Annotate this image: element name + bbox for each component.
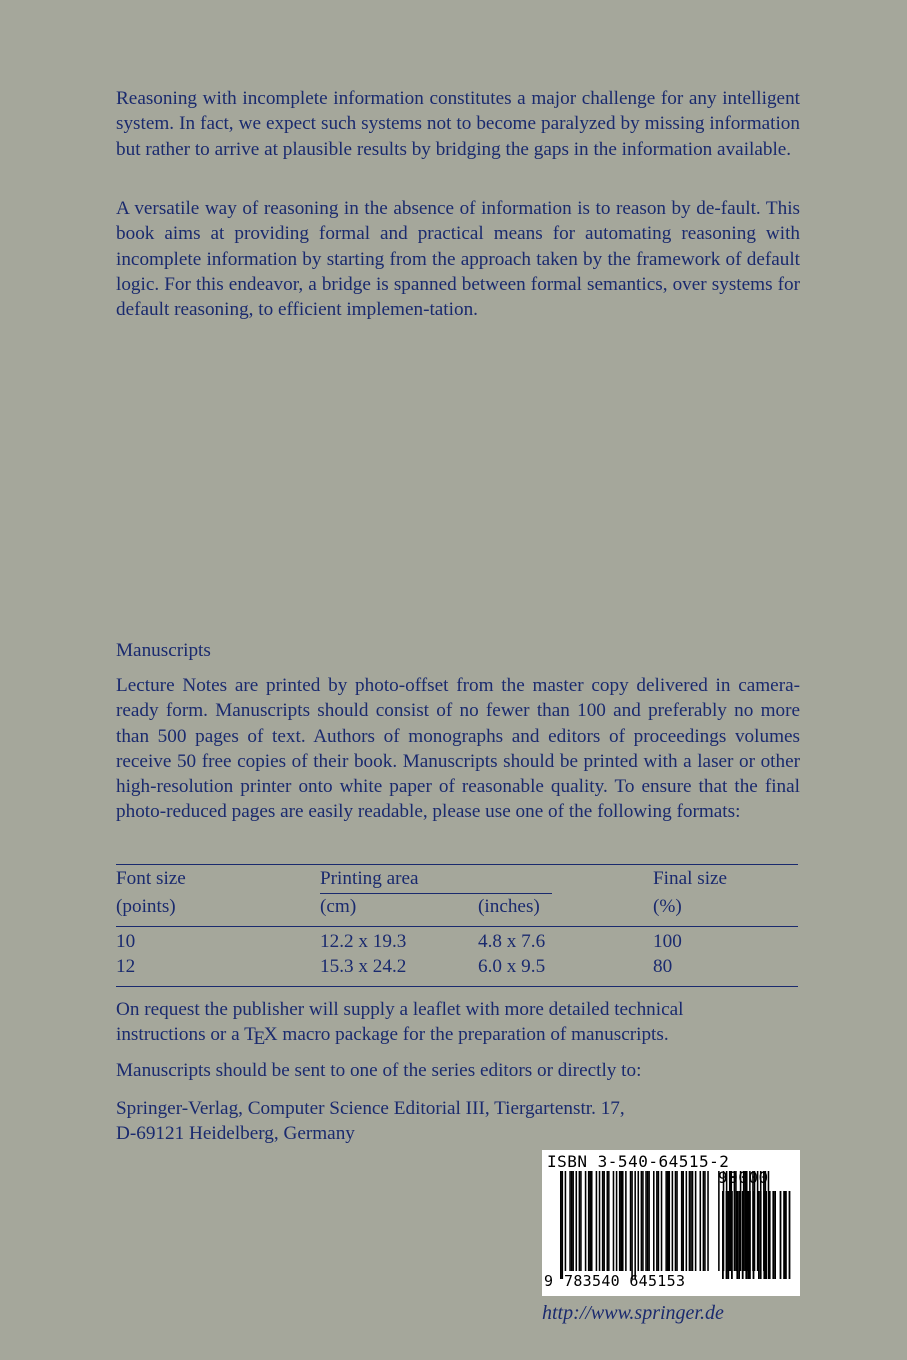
tex-logo bbox=[244, 1024, 278, 1050]
send-to-line: Manuscripts should be sent to one of the series editors or directly to: bbox=[116, 1060, 642, 1081]
table-row-1-font: 10 bbox=[116, 931, 136, 952]
isbn-barcode bbox=[542, 1150, 800, 1296]
header-final-size-unit: (%) bbox=[653, 896, 682, 917]
manuscripts-paragraph: Lecture Notes are printed by photo-offset from the master copy delivered in camera-ready form. Manuscripts should consist of no fewer than 100 and preferably no more than 500 pages of text. Authors of monographs and editors of proceedings volumes receive 50 free copies of their book. Manuscripts should be printed with a laser or other high-resolution printer onto white paper of reasonable quality. To ensure that the final photo-reduced pages are easily readable, please use one of the following formats: bbox=[116, 675, 800, 823]
ean-prefix: 9 bbox=[544, 1272, 554, 1290]
table-bottom-rule bbox=[116, 986, 798, 987]
header-final-size: Final size bbox=[653, 868, 728, 889]
table-row-1-cm: 12.2 x 19.3 bbox=[320, 931, 407, 952]
table-row-2-cm: 15.3 x 24.2 bbox=[320, 956, 407, 977]
table-row-1-inches: 4.8 x 7.6 bbox=[478, 931, 546, 952]
tex-logo-e: E bbox=[253, 1028, 266, 1050]
tex-logo-t: T bbox=[244, 1024, 256, 1045]
request-line-2-post: macro package for the preparation of manuscripts. bbox=[277, 1024, 669, 1045]
intro-paragraph-2: A versatile way of reasoning in the absence of information is to reason by de-fault. This book aims at providing formal and practical means for automating reasoning with incomplete information by starting from the approach taken by the framework of default logic. For this endeavor, a bridge is spanned between formal semantics, over systems for default reasoning, to efficient implemen-tation. bbox=[116, 198, 800, 321]
isbn-number: ISBN 3-540-64515-2 bbox=[547, 1152, 730, 1171]
tex-logo-x: X bbox=[263, 1024, 278, 1045]
request-line-2 bbox=[116, 1022, 669, 1050]
header-printing-area: Printing area bbox=[320, 868, 419, 889]
table-header-rule bbox=[116, 926, 798, 927]
address-line-1: Springer-Verlag, Computer Science Editorial III, Tiergartenstr. 17, bbox=[116, 1098, 625, 1119]
request-line-2-pre: instructions or a bbox=[116, 1024, 245, 1045]
table-row-2-inches: 6.0 x 9.5 bbox=[478, 956, 546, 977]
header-inches: (inches) bbox=[478, 896, 540, 917]
header-font-size: Font size bbox=[116, 868, 186, 889]
ean-digits: 783540 645153 bbox=[564, 1272, 686, 1290]
intro-paragraph-1: Reasoning with incomplete information constitutes a major challenge for any intelligent system. In fact, we expect such systems not to become paralyzed by missing information but rather to arrive at plausible results by bridging the gaps in the information available. bbox=[116, 88, 800, 160]
price-code: 90000 bbox=[718, 1168, 769, 1187]
table-top-rule bbox=[116, 864, 798, 865]
address-line-2: D-69121 Heidelberg, Germany bbox=[116, 1123, 355, 1144]
table-row-2-font: 12 bbox=[116, 956, 136, 977]
table-row-1-final: 100 bbox=[653, 931, 682, 952]
manuscripts-heading: Manuscripts bbox=[116, 640, 211, 661]
header-cm: (cm) bbox=[320, 896, 357, 917]
publisher-url: http://www.springer.de bbox=[542, 1302, 724, 1324]
request-line-1: On request the publisher will supply a leaflet with more detailed technical bbox=[116, 999, 684, 1020]
table-row-2-final: 80 bbox=[653, 956, 673, 977]
header-font-size-unit: (points) bbox=[116, 896, 176, 917]
